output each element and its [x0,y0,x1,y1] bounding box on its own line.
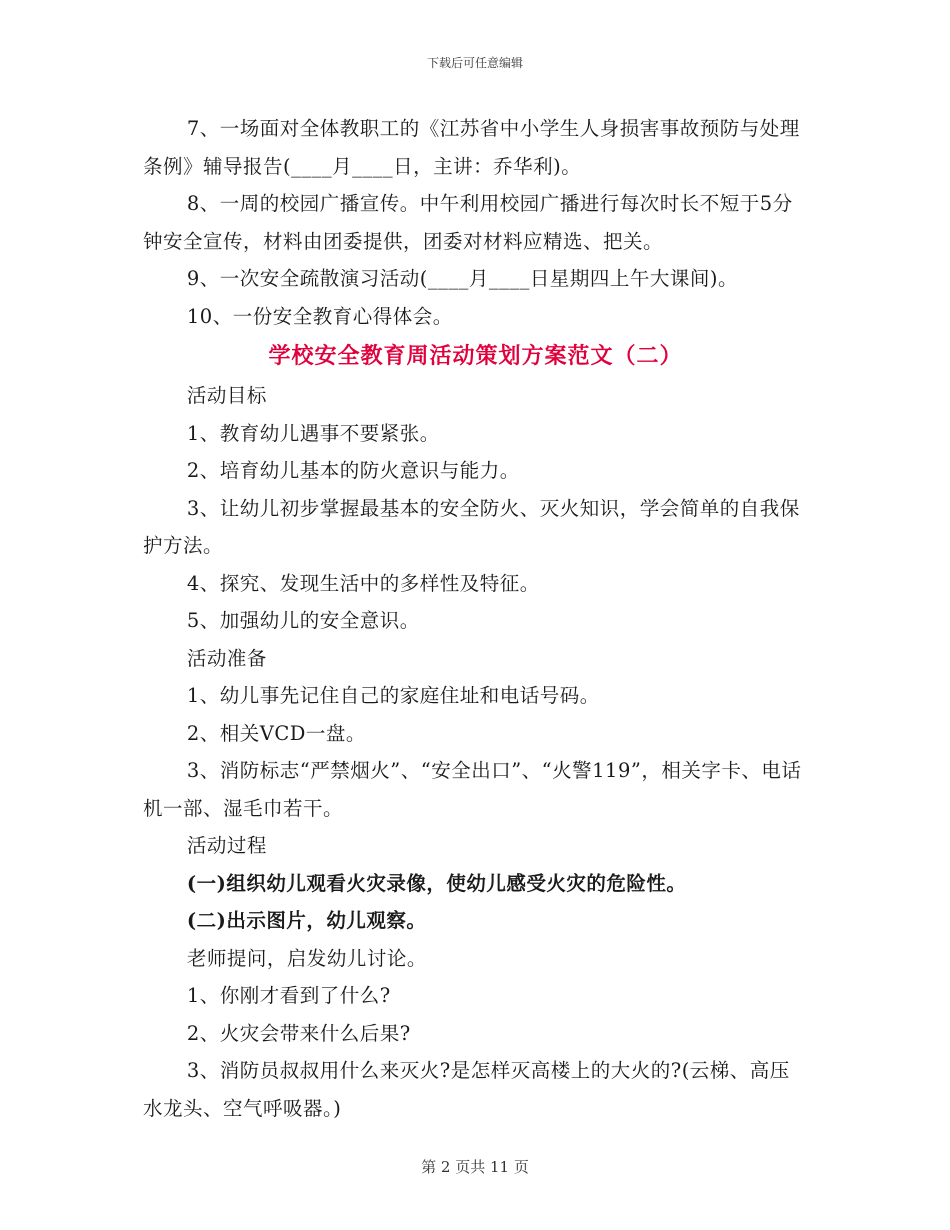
paragraph: 1、教育幼儿遇事不要紧张。 [186,421,440,445]
document-body [143,110,808,1127]
bold-step: (二)出示图片，幼儿观察。 [186,909,427,932]
paragraph: 2、培育幼儿基本的防火意识与能力。 [186,459,520,482]
section-title: 学校安全教育周活动策划方案范文（二） [268,343,683,369]
paragraph: 4、探究、发现生活中的多样性及特征。 [186,571,540,595]
paragraph: 5、加强幼儿的安全意识。 [186,609,420,632]
page-header: 下载后可任意编辑 [426,56,523,70]
subheading-process: 活动过程 [186,834,267,857]
paragraph: 10、一份安全教育心得体会。 [186,304,453,328]
paragraph: 老师提问，启发幼儿讨论。 [186,946,427,970]
paragraph: 8、一周的校园广播宣传。中午利用校园广播进行每次时长不短于5分钟安全宣传，材料由团委提供，团委对材料应精选、把关。 [143,192,793,253]
subheading-preparation: 活动准备 [186,646,267,670]
paragraph: 3、消防标志“严禁烟火”、“安全出口”、“火警119”，相关字卡、电话机一部、湿毛巾若干。 [143,759,802,820]
paragraph: 3、让幼儿初步掌握最基本的安全防火、灭火知识，学会简单的自我保护方法。 [143,496,800,557]
paragraph: 7、一场面对全体教职工的《江苏省中小学生人身损害事故预防与处理条例》辅导报告(____月____日，主讲：乔华利)。 [143,117,800,178]
subheading-goals: 活动目标 [186,384,267,407]
paragraph: 2、火灾会带来什么后果? [186,1021,411,1045]
page-footer: 第 2 页共 11 页 [421,1158,529,1176]
paragraph: 1、幼儿事先记住自己的家庭住址和电话号码。 [186,684,600,707]
bold-step: (一)组织幼儿观看火灾录像，使幼儿感受火灾的危险性。 [186,871,687,895]
paragraph: 2、相关VCD一盘。 [186,721,366,745]
paragraph: 9、一次安全疏散演习活动(____月____日星期四上午大课间)。 [186,267,738,290]
paragraph: 1、你刚才看到了什么? [186,984,391,1007]
paragraph: 3、消防员叔叔用什么来灭火?是怎样灭高楼上的大火的?(云梯、高压水龙头、空气呼吸器。) [143,1059,790,1120]
